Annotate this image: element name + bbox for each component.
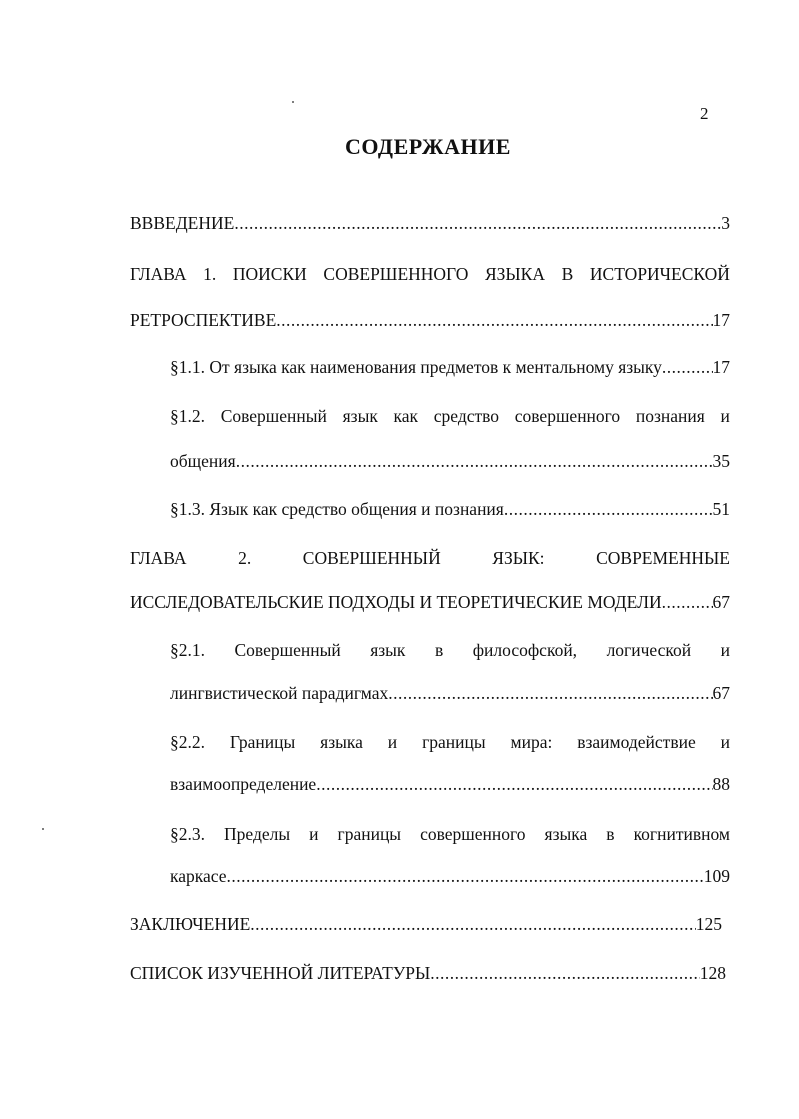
toc-page: 17 — [712, 310, 730, 330]
toc-page: 67 — [712, 683, 730, 703]
word: Совершенный — [220, 406, 327, 426]
toc-section-1-1[interactable] — [170, 356, 730, 378]
toc-entry-introduction[interactable] — [130, 212, 730, 234]
toc-section-2-1-line2[interactable] — [170, 682, 730, 704]
word: ГЛАВА — [130, 264, 187, 284]
word: границы — [337, 824, 402, 844]
word: когнитивном — [633, 824, 730, 844]
toc-label: §1.1. От языка как наименования предметов к ментальному языку — [170, 357, 662, 377]
word: §2.3. — [170, 824, 205, 844]
word: и — [387, 732, 398, 752]
dot-leader — [662, 356, 713, 378]
toc-section-1-3[interactable] — [170, 498, 730, 520]
dot-leader — [236, 450, 713, 472]
toc-label: лингвистической парадигмах — [170, 683, 389, 703]
toc-label: общения — [170, 451, 236, 471]
word: СОВРЕМЕННЫЕ — [596, 548, 730, 568]
toc-label: каркасе — [170, 866, 227, 886]
toc-entry-bibliography[interactable] — [130, 962, 726, 984]
scan-speck — [292, 101, 294, 103]
scan-speck — [42, 828, 44, 830]
toc-page: 88 — [712, 774, 730, 794]
toc-section-2-2-line1[interactable] — [170, 731, 730, 753]
toc-section-2-2-line2[interactable] — [170, 773, 730, 795]
toc-label: §1.3. Язык как средство общения и познания — [170, 499, 504, 519]
word: границы — [422, 732, 486, 752]
word: ИСТОРИЧЕСКОЙ — [589, 264, 730, 284]
word: ГЛАВА — [130, 548, 187, 568]
toc-section-2-1-line1[interactable] — [170, 639, 730, 661]
toc-page: 67 — [712, 592, 730, 612]
dot-leader — [662, 591, 713, 613]
toc-page: 51 — [712, 499, 730, 519]
word: 1. — [203, 264, 217, 284]
toc-label: СПИСОК ИЗУЧЕННОЙ ЛИТЕРАТУРЫ — [130, 963, 431, 983]
word: и — [720, 406, 730, 426]
word: в — [606, 824, 615, 844]
dot-leader — [227, 865, 704, 887]
word: в — [434, 640, 444, 660]
toc-chapter2-title-line1[interactable] — [130, 547, 730, 569]
word: философской, — [472, 640, 578, 660]
word: познания — [635, 406, 705, 426]
word: СОВЕРШЕННЫЙ — [302, 548, 441, 568]
word: язык — [370, 640, 406, 660]
toc-chapter2-title-line2[interactable] — [130, 591, 730, 613]
toc-label: взаимоопределение — [170, 774, 317, 794]
toc-page: 35 — [712, 451, 730, 471]
word: как — [393, 406, 419, 426]
toc-label: ИССЛЕДОВАТЕЛЬСКИЕ ПОДХОДЫ И ТЕОРЕТИЧЕСКИЕ МОДЕЛИ — [130, 592, 662, 612]
word: Границы — [229, 732, 296, 752]
word: язык — [342, 406, 378, 426]
word: средство — [433, 406, 500, 426]
word: §2.2. — [170, 732, 205, 752]
word: Совершенный — [234, 640, 341, 660]
toc-section-1-2-line1[interactable] — [170, 405, 730, 427]
toc-page: 17 — [712, 357, 730, 377]
toc-page: 128 — [699, 963, 726, 983]
toc-label: ВВВЕДЕНИЕ — [130, 213, 235, 233]
word: мира: — [510, 732, 553, 752]
dot-leader — [250, 913, 695, 935]
word: и — [720, 640, 730, 660]
word: логической — [606, 640, 692, 660]
toc-section-1-2-line2[interactable] — [170, 450, 730, 472]
toc-label: ЗАКЛЮЧЕНИЕ — [130, 914, 251, 934]
dot-leader — [430, 962, 700, 984]
toc-page: 125 — [695, 914, 722, 934]
dot-leader — [276, 309, 712, 331]
word: совершенного — [420, 824, 526, 844]
toc-label: РЕТРОСПЕКТИВЕ — [130, 310, 277, 330]
toc-page: 3 — [721, 213, 730, 233]
toc-page: 109 — [703, 866, 730, 886]
word: взаимодействие — [577, 732, 696, 752]
word: языка — [320, 732, 363, 752]
word: Пределы — [224, 824, 291, 844]
dot-leader — [316, 773, 712, 795]
word: ПОИСКИ — [232, 264, 307, 284]
dot-leader — [504, 498, 713, 520]
word: и — [309, 824, 319, 844]
word: и — [720, 732, 730, 752]
toc-chapter1-title-line1[interactable] — [130, 263, 730, 285]
word: §1.2. — [170, 406, 205, 426]
toc-section-2-3-line2[interactable] — [170, 865, 730, 887]
toc-chapter1-title-line2[interactable] — [130, 309, 730, 331]
word: 2. — [238, 548, 252, 568]
toc-entry-conclusion[interactable] — [130, 913, 722, 935]
word: совершенного — [514, 406, 621, 426]
dot-leader — [388, 682, 712, 704]
dot-leader — [234, 212, 721, 234]
word: В — [561, 264, 574, 284]
word: ЯЗЫКА — [484, 264, 545, 284]
word: СОВЕРШЕННОГО — [323, 264, 469, 284]
page-title: СОДЕРЖАНИЕ — [345, 134, 511, 159]
page-number: 2 — [700, 104, 709, 123]
toc-section-2-3-line1[interactable] — [170, 823, 730, 845]
word: ЯЗЫК: — [492, 548, 545, 568]
word: языка — [544, 824, 588, 844]
word: §2.1. — [170, 640, 205, 660]
